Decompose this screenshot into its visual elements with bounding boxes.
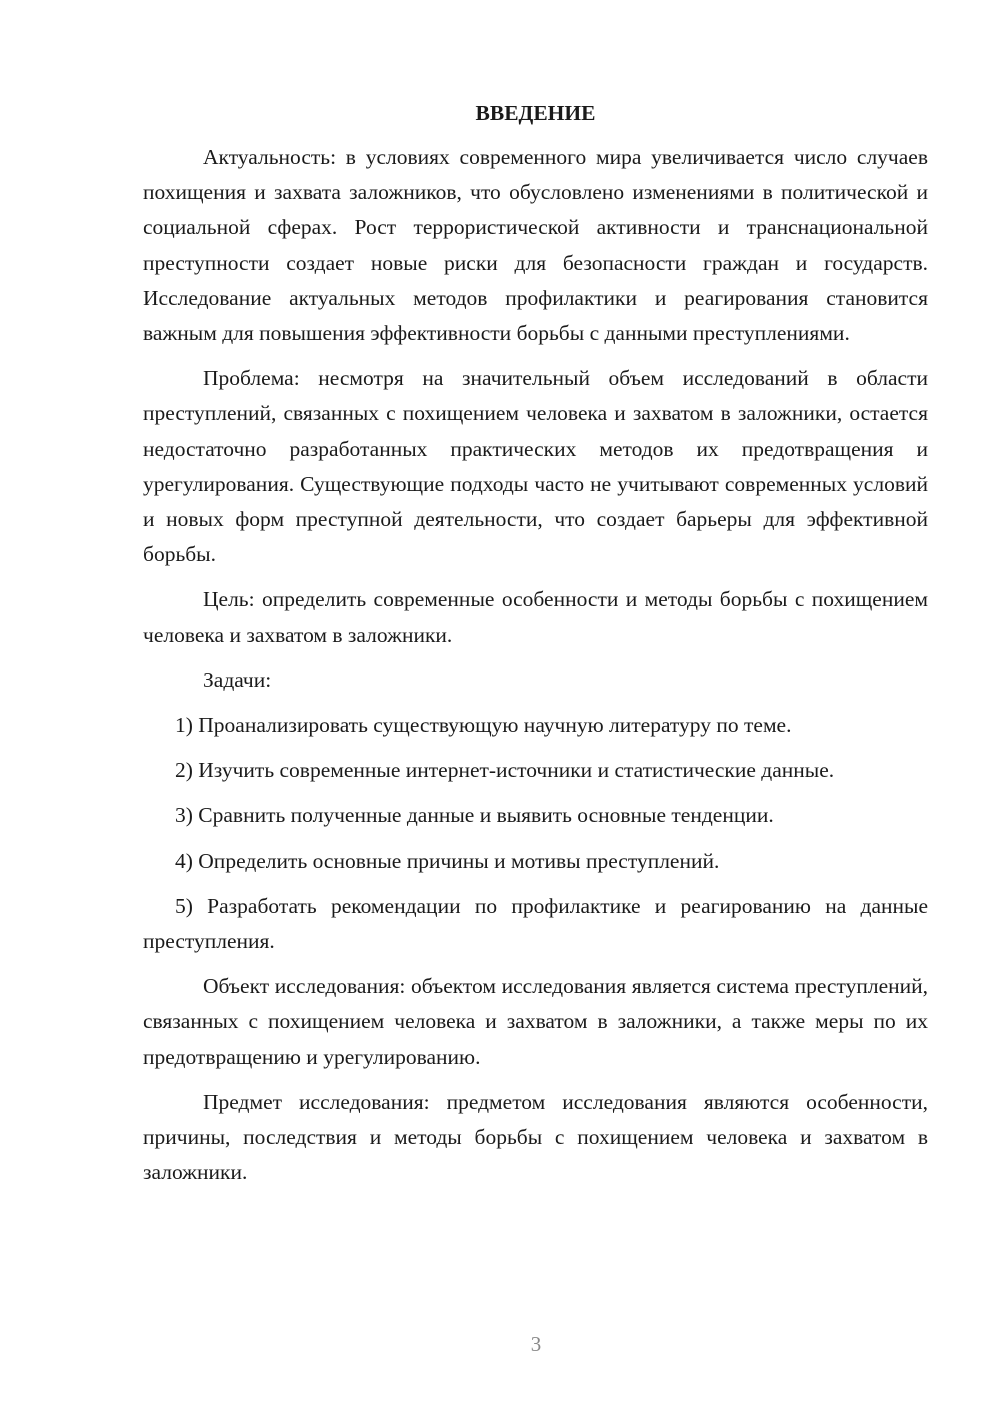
problem-paragraph: Проблема: несмотря на значительный объем исследований в области преступлений, связанных с похищением человека и захватом в заложники, остается недостаточно разработанных практических методов их предотвращения и урегулирования. Существующие подходы часто не учитывают современных условий и новых форм преступной деятельности, что создает барьеры для эффективной борьбы. xyxy=(143,366,928,567)
task-item-4: 4) Определить основные причины и мотивы преступлений. xyxy=(175,848,720,873)
task-item-2: 2) Изучить современные интернет-источники и статистические данные. xyxy=(175,758,835,783)
page-content xyxy=(143,96,928,1200)
tasks-heading: Задачи: xyxy=(203,667,272,692)
page-number: 3 xyxy=(530,1332,542,1356)
task-item-5: 5) Разработать рекомендации по профилактике и реагированию на данные преступления. xyxy=(143,893,928,954)
subject-paragraph: Предмет исследования: предметом исследования являются особенности, причины, последствия и методы борьбы с похищением человека и захватом в заложники. xyxy=(143,1089,928,1185)
task-item-3: 3) Сравнить полученные данные и выявить основные тенденции. xyxy=(175,803,774,828)
goal-paragraph: Цель: определить современные особенности и методы борьбы с похищением человека и захватом в заложники. xyxy=(143,587,928,647)
task-item-1: 1) Проанализировать существующую научную литературу по теме. xyxy=(175,713,792,738)
object-paragraph: Объект исследования: объектом исследования является система преступлений, связанных с похищением человека и захватом в заложники, а также меры по их предотвращению и урегулированию. xyxy=(143,974,928,1069)
relevance-paragraph: Актуальность: в условиях современного мира увеличивается число случаев похищения и захвата заложников, что обусловлено изменениями в политической и социальной сферах. Рост террористической активности и транснациональной преступности создает новые риски для безопасности граждан и государств. Исследование актуальных методов профилактики и реагирования становится важным для повышения эффективности борьбы с данными преступлениями. xyxy=(143,145,928,346)
page-title: ВВЕДЕНИЕ xyxy=(475,101,596,125)
